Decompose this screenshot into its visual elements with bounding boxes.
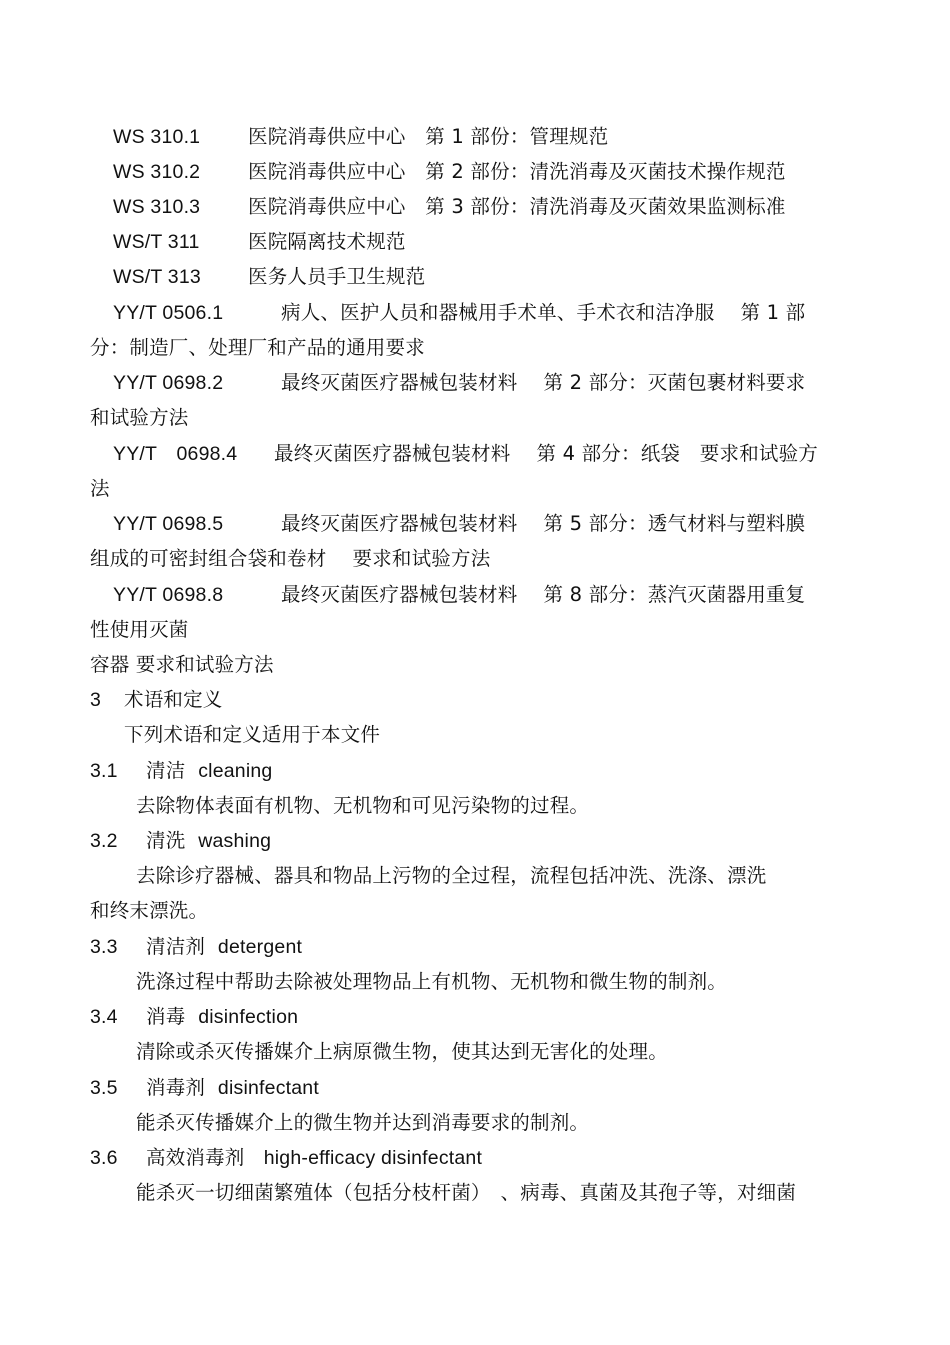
term-zh: 清洁剂: [146, 935, 206, 958]
term-heading: [90, 828, 271, 854]
reference-code: WS 310.2: [113, 161, 201, 183]
reference-title: 最终灭菌医疗器械包装材料 第 8 部分：蒸汽灭菌器用重复: [281, 583, 806, 606]
reference-ws-310-3: [113, 194, 786, 220]
term-en: disinfectant: [217, 1077, 319, 1099]
reference-title: 医院消毒供应中心 第 1 部份：管理规范: [248, 125, 609, 148]
section-intro: 下列术语和定义适用于本文件: [124, 723, 381, 746]
term-definition: 去除诊疗器械、器具和物品上污物的全过程，流程包括冲洗、洗涤、漂洗: [136, 864, 767, 887]
section-title: 术语和定义: [124, 688, 223, 711]
term-zh: 消毒剂: [146, 1076, 206, 1099]
reference-continuation: 容器 要求和试验方法: [90, 653, 274, 676]
term-heading: [90, 1145, 482, 1171]
reference-ws-310-2: [113, 159, 786, 185]
reference-code: YY/T 0506.1: [113, 302, 224, 324]
reference-yy-t-0698-5: [113, 511, 805, 537]
reference-yy-t-0698-4: [113, 441, 818, 467]
reference-title: 医院消毒供应中心 第 3 部份：清洗消毒及灭菌效果监测标准: [248, 195, 786, 218]
reference-code: WS/T 313: [113, 266, 201, 288]
term-number: 3.6: [90, 1147, 118, 1169]
reference-ws-t-311: [113, 229, 406, 255]
reference-yy-t-0698-8: [113, 582, 805, 608]
reference-code: YY/T 0698.5: [113, 513, 224, 535]
reference-title: 医院隔离技术规范: [248, 230, 406, 253]
term-definition: 洗涤过程中帮助去除被处理物品上有机物、无机物和微生物的制剂。: [136, 970, 728, 993]
term-heading: [90, 1075, 319, 1101]
reference-code: YY/T 0698.2: [113, 372, 224, 394]
term-en: cleaning: [198, 760, 273, 782]
reference-code: WS/T 311: [113, 231, 200, 253]
reference-title: 病人、医护人员和器械用手术单、手术衣和洁净服 第 1 部: [281, 301, 806, 324]
term-zh: 消毒: [146, 1005, 186, 1028]
term-definition-continuation: 和终末漂洗。: [90, 899, 209, 922]
term-en: detergent: [217, 936, 303, 958]
term-number: 3.2: [90, 830, 118, 852]
reference-title: 最终灭菌医疗器械包装材料 第 4 部分：纸袋 要求和试验方: [274, 442, 819, 465]
section-heading: [90, 687, 223, 713]
reference-continuation: 分：制造厂、处理厂和产品的通用要求: [90, 336, 425, 359]
reference-ws-t-313: [113, 264, 425, 290]
term-zh: 清洁: [146, 759, 186, 782]
reference-continuation: 组成的可密封组合袋和卷材 要求和试验方法: [90, 547, 491, 570]
reference-title: 医务人员手卫生规范: [248, 265, 426, 288]
reference-title: 最终灭菌医疗器械包装材料 第 2 部分：灭菌包裹材料要求: [281, 371, 806, 394]
term-number: 3.4: [90, 1006, 118, 1028]
reference-yy-t-0506-1: [113, 300, 805, 326]
reference-title: 最终灭菌医疗器械包装材料 第 5 部分：透气材料与塑料膜: [281, 512, 806, 535]
term-definition: 清除或杀灭传播媒介上病原微生物，使其达到无害化的处理。: [136, 1040, 668, 1063]
reference-code: YY/T 0698.8: [113, 584, 224, 606]
section-number: 3: [90, 689, 102, 711]
term-zh: 高效消毒剂: [146, 1146, 245, 1169]
term-number: 3.1: [90, 760, 118, 782]
reference-code: WS 310.3: [113, 196, 201, 218]
reference-code: WS 310.1: [113, 126, 201, 148]
term-en: washing: [198, 830, 272, 852]
reference-title: 医院消毒供应中心 第 2 部份：清洗消毒及灭菌技术操作规范: [248, 160, 786, 183]
term-number: 3.3: [90, 936, 118, 958]
reference-continuation: 法: [90, 477, 110, 500]
term-heading: [90, 1004, 298, 1030]
reference-code: YY/T 0698.4: [113, 443, 238, 465]
term-en: high-efficacy disinfectant: [263, 1147, 483, 1169]
reference-ws-310-1: [113, 124, 608, 150]
term-definition: 能杀灭一切细菌繁殖体（包括分枝杆菌） 、病毒、真菌及其孢子等，对细菌: [136, 1181, 797, 1204]
term-number: 3.5: [90, 1077, 118, 1099]
reference-continuation: 和试验方法: [90, 406, 189, 429]
term-definition: 能杀灭传播媒介上的微生物并达到消毒要求的制剂。: [136, 1111, 590, 1134]
term-heading: [90, 934, 302, 960]
term-zh: 清洗: [146, 829, 186, 852]
term-definition: 去除物体表面有机物、无机物和可见污染物的过程。: [136, 794, 590, 817]
reference-yy-t-0698-2: [113, 370, 805, 396]
term-heading: [90, 758, 272, 784]
reference-continuation: 性使用灭菌: [90, 618, 189, 641]
term-en: disinfection: [198, 1006, 299, 1028]
